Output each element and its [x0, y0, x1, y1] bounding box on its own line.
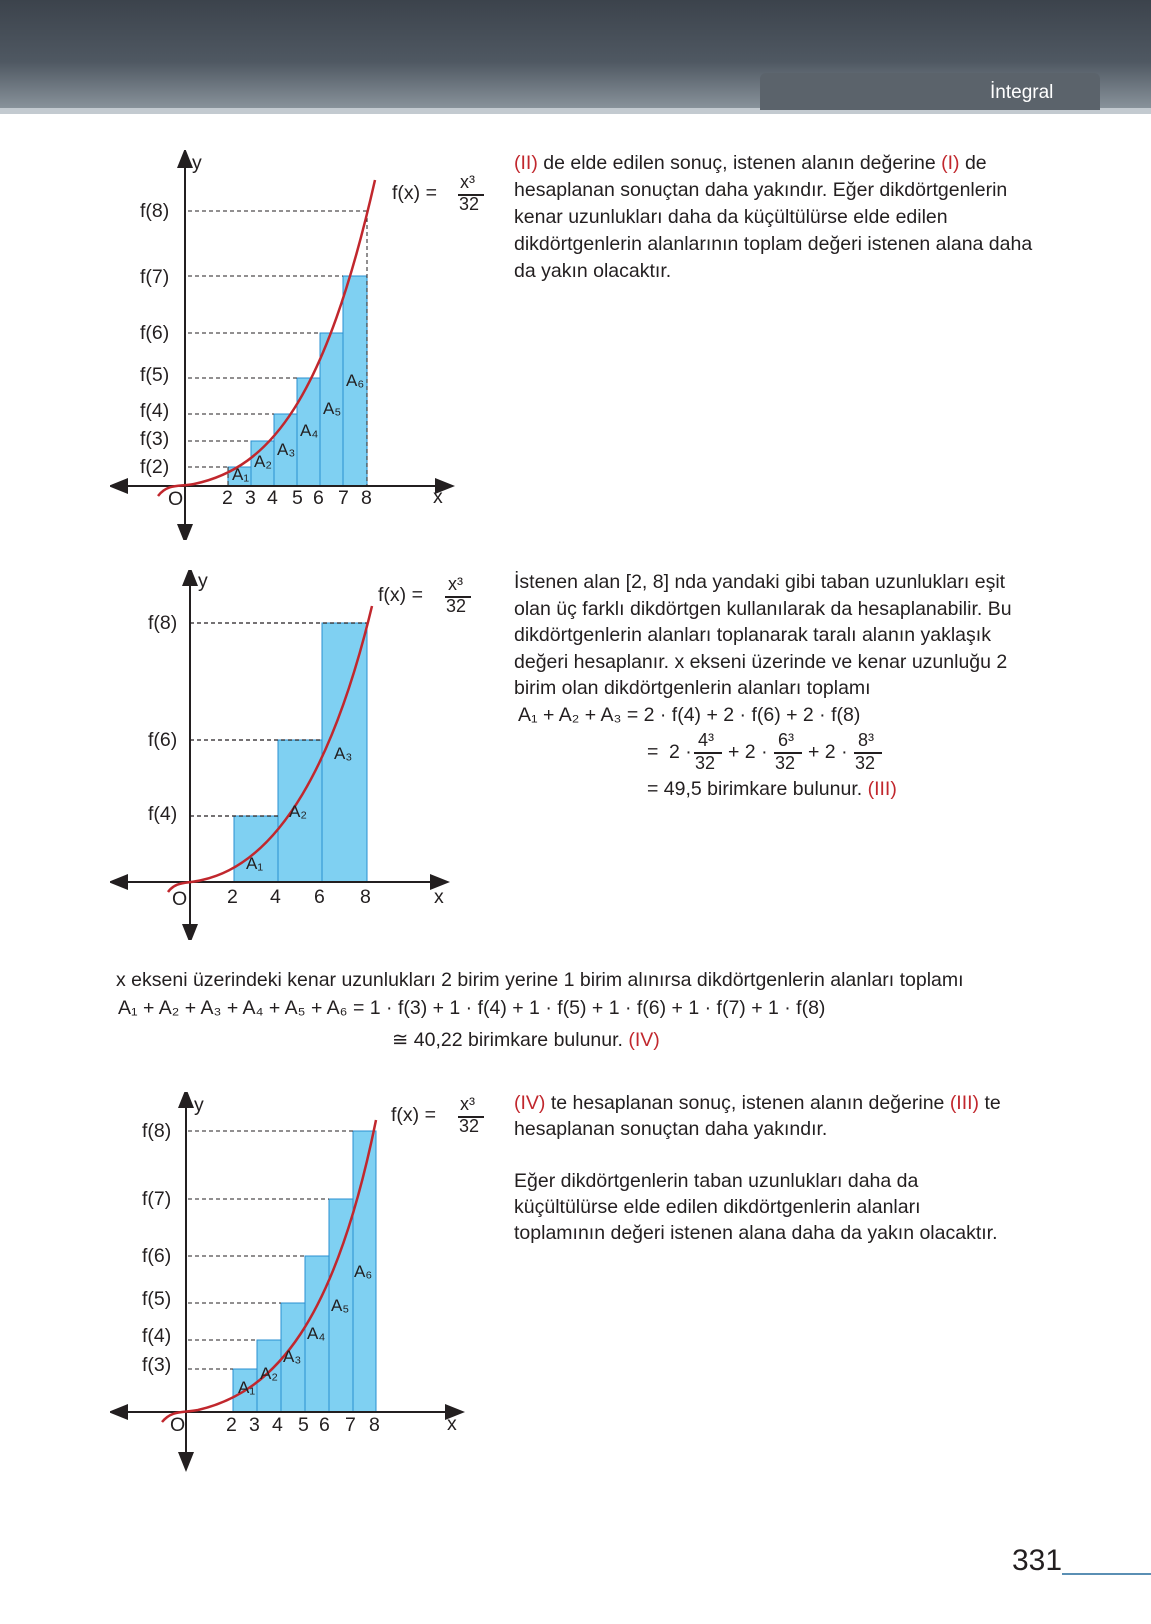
fig1-xtick-7: 7	[338, 487, 349, 509]
fig3-area-a5: A₅	[331, 1296, 350, 1315]
fig2-area-a2: A₂	[289, 802, 307, 821]
fig1-area-a2: A₂	[254, 452, 272, 471]
equation-2-t1-den: 32	[695, 753, 716, 773]
ref-ii: (II)	[514, 152, 538, 174]
fig2-func-num: x³	[448, 574, 463, 594]
equation-2-t2-coef: + 2 ·	[728, 741, 768, 763]
fig1-func-label: f(x) =	[392, 182, 437, 204]
fig1-origin: O	[168, 488, 184, 510]
fig1-xtick-6: 6	[313, 487, 324, 509]
fig2-y-label: y	[198, 570, 208, 592]
fig1-xtick-2: 2	[222, 487, 233, 509]
equation-3-line-2: ≅ 40,22 birimkare bulunur. (IV)	[392, 1029, 660, 1051]
fig3-y-label: y	[194, 1094, 204, 1116]
fig3-xtick-3: 3	[249, 1414, 260, 1436]
fig1-xtick-4: 4	[267, 487, 278, 509]
equation-2-t3-coef: + 2 ·	[808, 741, 848, 763]
fig3-xtick-7: 7	[345, 1414, 356, 1436]
paragraph-4: (IV) te hesaplanan sonuç, istenen alanın değerine (III) te hesaplanan sonuçtan daha yakındır.	[514, 1092, 1001, 1140]
fig1-xtick-5: 5	[292, 487, 303, 509]
fig3-ytick-f7: f(7)	[142, 1188, 172, 1210]
fig1-area-a4: A₄	[300, 421, 319, 440]
ref-i: (I)	[941, 152, 960, 174]
ref-iv: (IV)	[628, 1029, 660, 1051]
fig3-area-a2: A₂	[260, 1364, 278, 1383]
fig1-func-num: x³	[460, 172, 475, 192]
fig3-xtick-8: 8	[369, 1414, 380, 1436]
fig2-func-den: 32	[446, 596, 467, 616]
equation-2-t2-den: 32	[775, 753, 796, 773]
fig3-ytick-f8: f(8)	[142, 1120, 172, 1142]
fig1-ytick-f6: f(6)	[140, 322, 170, 344]
fig2-area-a1: A₁	[246, 854, 264, 873]
fig3-ytick-f5: f(5)	[142, 1288, 172, 1310]
fig1-area-a6: A₆	[346, 371, 365, 390]
ref-iv-2: (IV)	[514, 1092, 546, 1114]
fig1-ytick-f4: f(4)	[140, 400, 170, 422]
fig3-xtick-5: 5	[298, 1414, 309, 1436]
fig2-xtick-6: 6	[314, 886, 325, 908]
fig3-xtick-2: 2	[226, 1414, 237, 1436]
equation-2-t2-num: 6³	[778, 730, 795, 750]
fig2-xtick-8: 8	[360, 886, 371, 908]
ref-iii: (III)	[867, 778, 897, 800]
fig3-xtick-4: 4	[272, 1414, 283, 1436]
equation-2-eq: =	[647, 741, 659, 763]
fig3-ytick-f4: f(4)	[142, 1325, 172, 1347]
fig1-xtick-8: 8	[361, 487, 372, 509]
fig1-ytick-f5: f(5)	[140, 364, 170, 386]
figure-3-graph	[110, 1092, 470, 1472]
fig3-area-a6: A₆	[354, 1262, 373, 1281]
fig3-func-label: f(x) =	[391, 1104, 436, 1126]
paragraph-1: (II) de elde edilen sonuç, istenen alanın değerine (I) de hesaplanan sonuçtan daha yakındır. Eğer dikdörtgenlerin kenar uzunlukları daha da küçültülürse elde edilen dikdörtgenlerin alanlarının toplam değeri istenen alana daha da yakın olacaktır.	[514, 152, 1033, 282]
fig3-x-label: x	[447, 1413, 457, 1435]
fig2-xtick-2: 2	[227, 886, 238, 908]
ref-iii-2: (III)	[949, 1092, 980, 1114]
fig2-xtick-4: 4	[270, 886, 281, 908]
fig2-area-a3: A₃	[334, 744, 353, 763]
equation-2-line-1: A₁ + A₂ + A₃ = 2 · f(4) + 2 · f(6) + 2 · f(8)	[518, 704, 861, 726]
fig1-area-a3: A₃	[277, 440, 296, 459]
equation-2-line-3: = 49,5 birimkare bulunur. (III)	[647, 778, 897, 800]
fig1-ytick-f2: f(2)	[140, 456, 170, 478]
fig2-origin: O	[172, 888, 188, 910]
fig1-x-label: x	[433, 486, 443, 508]
fig3-area-a1: A₁	[238, 1378, 256, 1397]
fig1-area-a5: A₅	[323, 399, 342, 418]
equation-2-t3-num: 8³	[858, 730, 875, 750]
fig1-y-label: y	[192, 152, 202, 174]
page-number: 331	[1012, 1544, 1063, 1577]
fig2-x-label: x	[434, 886, 444, 908]
fig2-func-label: f(x) =	[378, 584, 423, 606]
fig3-xtick-6: 6	[319, 1414, 330, 1436]
fig1-ytick-f8: f(8)	[140, 200, 170, 222]
chapter-title: İntegral	[990, 82, 1054, 103]
equation-3-line-1: A₁ + A₂ + A₃ + A₄ + A₅ + A₆ = 1 · f(3) + 1 · f(4) + 1 · f(5) + 1 · f(6) + 1 · f(7) + 1 · f(8)	[118, 997, 826, 1019]
fig3-ytick-f3: f(3)	[142, 1354, 172, 1376]
fig3-area-a3: A₃	[283, 1347, 302, 1366]
equation-2-t1-num: 4³	[698, 730, 715, 750]
fig2-ytick-f8: f(8)	[148, 612, 178, 634]
paragraph-2: İstenen alan [2, 8] nda yandaki gibi taban uzunlukları eşit olan üç farklı dikdörtgen kullanılarak da hesaplanabilir. Bu dikdörtgenlerin alanları toplanarak taralı alanın yaklaşık değeri hesaplanır. x ekseni üzerinde ve kenar uzunluğu 2 birim olan dikdörtgenlerin alanları toplamı	[514, 571, 1012, 699]
paragraph-3-line-1: x ekseni üzerindeki kenar uzunlukları 2 birim yerine 1 birim alınırsa dikdörtgenlerin alanları toplamı	[116, 969, 964, 991]
fig3-origin: O	[170, 1414, 186, 1436]
fig2-ytick-f4: f(4)	[148, 803, 178, 825]
fig3-func-den: 32	[459, 1116, 480, 1136]
page-number-rule	[1062, 1573, 1151, 1575]
paragraph-5: Eğer dikdörtgenlerin taban uzunlukları daha da küçültülürse elde edilen dikdörtgenlerin alanları toplamının değeri istenen alana daha da yakın olacaktır.	[514, 1170, 998, 1244]
fig1-xtick-3: 3	[245, 487, 256, 509]
fig2-ytick-f6: f(6)	[148, 729, 178, 751]
fig1-area-a1: A₁	[232, 465, 250, 484]
fig3-func-num: x³	[460, 1094, 475, 1114]
fig3-ytick-f6: f(6)	[142, 1245, 172, 1267]
equation-2-t1-coef: 2 ·	[669, 741, 692, 763]
fig3-area-a4: A₄	[307, 1324, 326, 1343]
equation-2-t3-den: 32	[855, 753, 876, 773]
fig1-func-den: 32	[459, 194, 480, 214]
fig1-ytick-f7: f(7)	[140, 266, 170, 288]
fig1-ytick-f3: f(3)	[140, 428, 170, 450]
